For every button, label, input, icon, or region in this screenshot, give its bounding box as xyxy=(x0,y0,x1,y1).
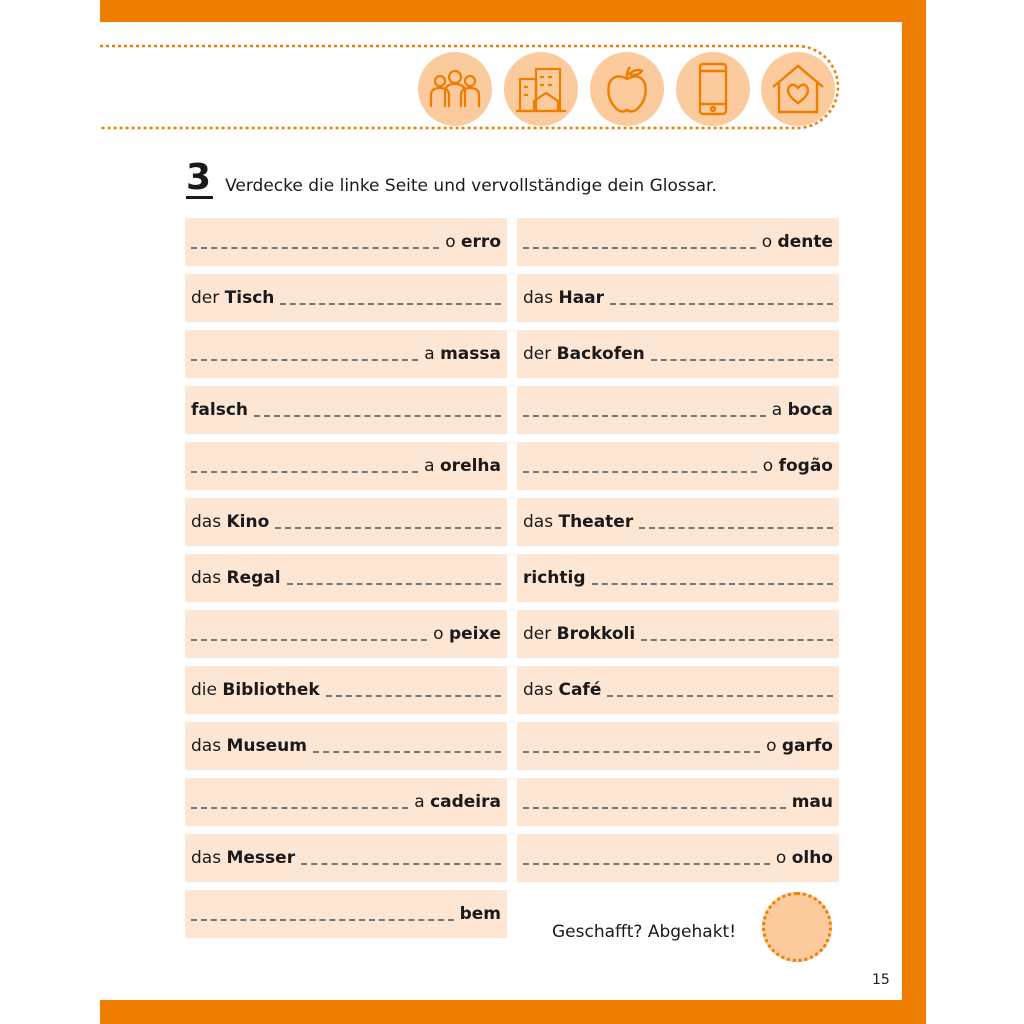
done-checkbox[interactable] xyxy=(762,892,832,962)
vocab-term xyxy=(424,456,501,476)
answer-blank[interactable] xyxy=(523,795,786,809)
right_column-row xyxy=(517,666,839,714)
answer-blank[interactable] xyxy=(641,627,833,641)
answer-blank[interactable] xyxy=(313,739,501,753)
left_column-row xyxy=(185,498,507,546)
answer-blank[interactable] xyxy=(523,403,766,417)
vocab-term xyxy=(424,344,501,364)
right_column-row xyxy=(517,834,839,882)
answer-blank[interactable] xyxy=(275,515,501,529)
vocab-article: das xyxy=(191,568,222,588)
left_column-row xyxy=(185,890,507,938)
left_column-row xyxy=(185,778,507,826)
answer-blank[interactable] xyxy=(191,347,418,361)
vocab-word: olho xyxy=(791,848,833,868)
left_column-row xyxy=(185,386,507,434)
vocab-article: der xyxy=(191,288,220,308)
vocab-word: fogão xyxy=(778,456,833,476)
vocab-article: der xyxy=(523,344,552,364)
answer-blank[interactable] xyxy=(326,683,501,697)
answer-blank[interactable] xyxy=(287,571,501,585)
vocab-term xyxy=(523,288,604,308)
vocab-term xyxy=(523,680,601,700)
vocab-term xyxy=(191,736,307,756)
vocab-word: Haar xyxy=(558,288,605,308)
right_column-row xyxy=(517,218,839,266)
vocab-article: a xyxy=(424,456,435,476)
answer-blank[interactable] xyxy=(651,347,833,361)
vocab-article: der xyxy=(523,624,552,644)
answer-blank[interactable] xyxy=(191,459,418,473)
left_column-row xyxy=(185,834,507,882)
exercise-instruction: Verdecke die linke Seite und vervollständige dein Glossar. xyxy=(225,176,717,196)
vocab-word: orelha xyxy=(440,456,501,476)
vocab-article: das xyxy=(191,848,222,868)
vocab-word: richtig xyxy=(523,568,586,588)
vocab-term xyxy=(523,512,633,532)
vocab-word: Tisch xyxy=(224,288,275,308)
answer-blank[interactable] xyxy=(191,907,454,921)
page-frame-bottom xyxy=(100,1000,926,1024)
exercise-heading xyxy=(186,157,717,199)
vocab-article: o xyxy=(775,848,787,868)
vocab-term xyxy=(763,456,833,476)
apple-icon xyxy=(590,52,664,126)
left_column-row xyxy=(185,218,507,266)
answer-blank[interactable] xyxy=(610,291,833,305)
vocab-term xyxy=(191,848,295,868)
vocab-article: das xyxy=(523,288,554,308)
right_column-row xyxy=(517,442,839,490)
right_column-row xyxy=(517,274,839,322)
vocab-word: dente xyxy=(777,232,833,252)
answer-blank[interactable] xyxy=(254,403,501,417)
vocab-word: Theater xyxy=(558,512,634,532)
right_column-row xyxy=(517,554,839,602)
vocab-article: o xyxy=(761,232,773,252)
vocab-word: Messer xyxy=(226,848,296,868)
vocab-word: Backofen xyxy=(556,344,645,364)
answer-blank[interactable] xyxy=(639,515,833,529)
vocab-word: falsch xyxy=(191,400,248,420)
vocab-term xyxy=(191,680,320,700)
right_column-row xyxy=(517,386,839,434)
vocab-article: a xyxy=(424,344,435,364)
vocab-article: das xyxy=(191,512,222,532)
house-heart-icon xyxy=(761,52,835,126)
vocab-term xyxy=(523,568,586,588)
right_column-row xyxy=(517,722,839,770)
answer-blank[interactable] xyxy=(301,851,501,865)
vocab-article: das xyxy=(191,736,222,756)
vocab-word: cadeira xyxy=(430,792,501,812)
vocab-term xyxy=(445,232,501,252)
vocab-word: peixe xyxy=(448,624,501,644)
people-icon xyxy=(418,52,492,126)
vocab-article: a xyxy=(771,400,783,420)
vocab-article: das xyxy=(523,680,554,700)
page-number: 15 xyxy=(872,972,890,988)
answer-blank[interactable] xyxy=(523,851,770,865)
vocab-term xyxy=(191,568,281,588)
answer-blank[interactable] xyxy=(523,739,760,753)
answer-blank[interactable] xyxy=(523,235,756,249)
right_column-row xyxy=(517,498,839,546)
vocab-word: boca xyxy=(787,400,833,420)
vocab-word: garfo xyxy=(781,736,833,756)
vocab-term xyxy=(460,904,501,924)
vocab-article: o xyxy=(445,232,456,252)
vocab-word: Kino xyxy=(226,512,270,532)
vocab-term xyxy=(523,624,635,644)
vocab-word: massa xyxy=(440,344,501,364)
answer-blank[interactable] xyxy=(607,683,833,697)
page-frame-right xyxy=(902,0,926,1024)
vocab-term xyxy=(414,792,501,812)
vocab-term xyxy=(792,792,833,812)
right_column-row xyxy=(517,610,839,658)
answer-blank[interactable] xyxy=(523,459,757,473)
left_column-row xyxy=(185,274,507,322)
smartphone-icon xyxy=(676,52,750,126)
left_column-row xyxy=(185,442,507,490)
vocab-word: Regal xyxy=(226,568,281,588)
answer-blank[interactable] xyxy=(592,571,833,585)
vocab-term xyxy=(523,344,645,364)
answer-blank[interactable] xyxy=(191,627,427,641)
left_column-row xyxy=(185,330,507,378)
exercise-number: 3 xyxy=(186,157,212,198)
answer-blank[interactable] xyxy=(191,795,408,809)
vocab-term xyxy=(433,624,501,644)
page-frame-top xyxy=(100,0,926,22)
vocab-article: das xyxy=(523,512,554,532)
vocab-article: die xyxy=(191,680,217,700)
vocab-article: o xyxy=(433,624,444,644)
left_column-row xyxy=(185,722,507,770)
vocab-term xyxy=(191,512,269,532)
vocab-word: Brokkoli xyxy=(556,624,636,644)
buildings-icon xyxy=(504,52,578,126)
left_column-row xyxy=(185,554,507,602)
right_column-row xyxy=(517,330,839,378)
vocab-word: bem xyxy=(459,904,501,924)
vocab-term xyxy=(191,400,248,420)
topic-icon-band xyxy=(100,44,840,130)
answer-blank[interactable] xyxy=(191,235,439,249)
vocab-article: o xyxy=(762,456,774,476)
done-label: Geschafft? Abgehakt! xyxy=(552,922,737,942)
vocab-article: a xyxy=(414,792,425,812)
vocab-word: Café xyxy=(558,680,602,700)
vocab-term xyxy=(766,736,833,756)
left_column-row xyxy=(185,610,507,658)
vocab-word: mau xyxy=(791,792,833,812)
right_column-row xyxy=(517,778,839,826)
vocab-term xyxy=(776,848,833,868)
vocab-term xyxy=(772,400,833,420)
vocab-word: erro xyxy=(461,232,501,252)
vocab-word: Bibliothek xyxy=(222,680,320,700)
left_column-row xyxy=(185,666,507,714)
vocab-term xyxy=(191,288,274,308)
vocab-article: o xyxy=(766,736,777,756)
answer-blank[interactable] xyxy=(280,291,501,305)
vocab-word: Museum xyxy=(226,736,307,756)
vocab-term xyxy=(762,232,833,252)
